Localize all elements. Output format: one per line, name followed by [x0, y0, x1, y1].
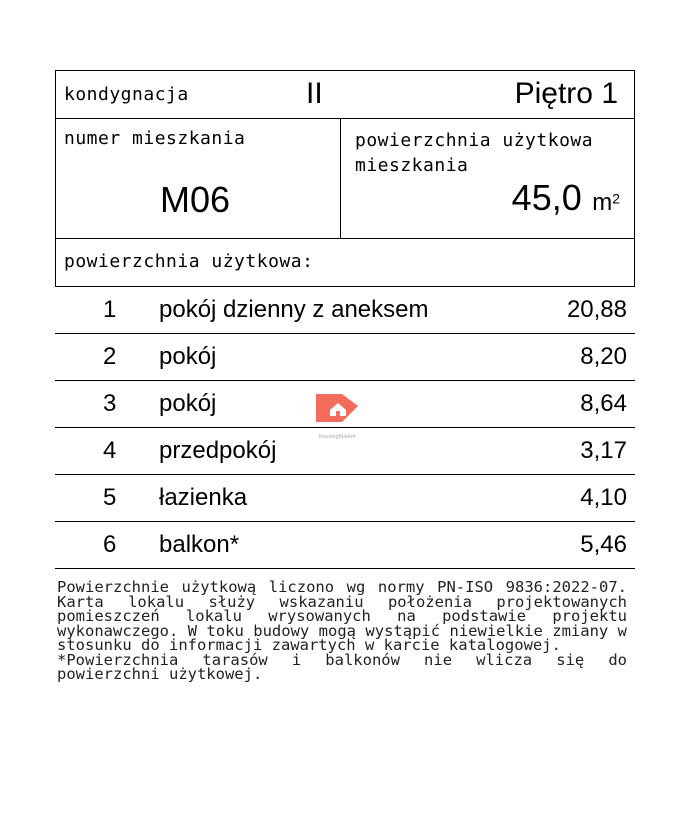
room-number: 5 [103, 475, 159, 522]
table-row [55, 475, 635, 522]
apartment-area-unit: m [592, 189, 613, 216]
rooms-label: powierzchnia użytkowa: [64, 251, 314, 272]
room-name: pokój [159, 334, 539, 381]
apartment-header-box [55, 70, 635, 287]
apartment-info-row [56, 119, 634, 239]
watermark-text: HousingMarket [318, 434, 356, 440]
apartment-number-label: numer mieszkania [64, 128, 246, 149]
room-number: 2 [103, 334, 159, 381]
table-row [55, 334, 635, 381]
apartment-area-label: powierzchnia użytkowa mieszkania [355, 130, 594, 176]
tag-house-icon [312, 392, 362, 426]
room-area: 5,46 [539, 522, 635, 569]
apartment-number: M06 [160, 179, 231, 220]
room-area: 3,17 [539, 428, 635, 475]
apartment-number-cell [56, 119, 341, 238]
floor-code: II [306, 77, 323, 110]
apartment-area-value: 45,0 [511, 177, 582, 218]
room-area: 8,20 [539, 334, 635, 381]
apartment-area-cell [341, 119, 634, 238]
room-area: 4,10 [539, 475, 635, 522]
apartment-area-unit-sup: 2 [612, 190, 620, 207]
room-area: 8,64 [539, 381, 635, 428]
floor-label: kondygnacja [64, 84, 189, 105]
room-name: łazienka [159, 475, 539, 522]
apartment-area [512, 177, 620, 219]
room-name: pokój [159, 381, 539, 428]
room-name: pokój dzienny z aneksem [159, 287, 539, 334]
footnote [57, 580, 627, 682]
footnote-asterisk: *Powierzchnia tarasów i balkonów nie wlicza się do powierzchni użytkowej. [57, 650, 627, 683]
apartment-card [55, 70, 635, 569]
floor-row [56, 71, 634, 119]
watermark-logo [312, 392, 362, 444]
floor-name: Piętro 1 [514, 77, 618, 110]
footnote-paragraph: Powierzchnie użytkową liczono wg normy PN-ISO 9836:2022-07. Karta lokalu służy wskazaniu położenia projektowanych pomieszczeń lokalu wrysowanych na podstawie projektu wykonawczego. W toku budowy mogą wystąpić niewielkie zmiany w stosunku do informacji zawartych w karcie katalogowej. [57, 578, 627, 654]
room-number: 6 [103, 522, 159, 569]
room-area: 20,88 [539, 287, 635, 334]
rooms-label-row [56, 239, 634, 286]
room-number: 3 [103, 381, 159, 428]
table-row [55, 287, 635, 334]
room-number: 4 [103, 428, 159, 475]
room-number: 1 [103, 287, 159, 334]
room-name: przedpokój [159, 428, 539, 475]
table-row [55, 522, 635, 569]
room-name: balkon* [159, 522, 539, 569]
